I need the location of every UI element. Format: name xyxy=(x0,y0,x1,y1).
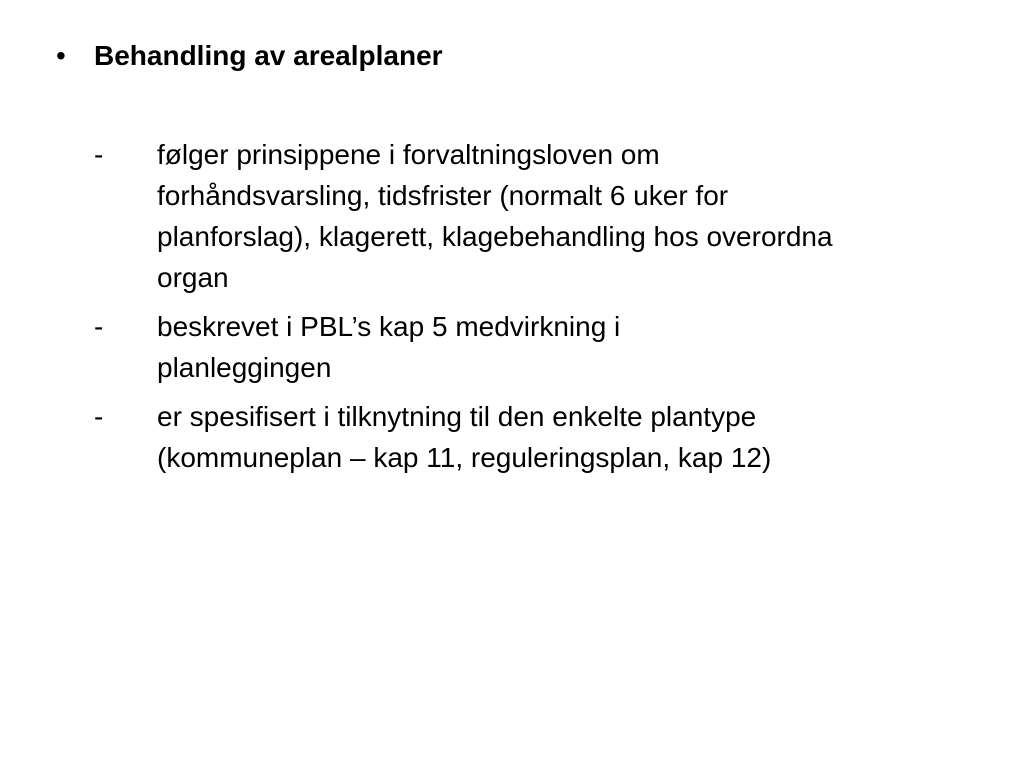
list-item-text: er spesifisert i tilknytning til den enkelte plantype (kommuneplan – kap 11, reguleringsplan, kap 12) xyxy=(157,401,772,473)
sub-list xyxy=(94,134,934,486)
list-item-text: følger prinsippene i forvaltningsloven om forhåndsvarsling, tidsfrister (normalt 6 uker for planforslag), klagerett, klagebehandling hos overordna organ xyxy=(157,139,833,293)
list-item-text: beskrevet i PBL’s kap 5 medvirkning i planleggingen xyxy=(157,311,621,383)
heading-bullet-item xyxy=(56,36,443,76)
list-item xyxy=(94,396,934,478)
bullet-icon: • xyxy=(56,40,66,71)
dash-marker: - xyxy=(94,401,104,432)
list-item xyxy=(94,306,934,388)
dash-marker: - xyxy=(94,311,104,342)
list-item xyxy=(94,134,934,298)
heading-text: Behandling av arealplaner xyxy=(94,40,443,71)
dash-marker: - xyxy=(94,139,104,170)
